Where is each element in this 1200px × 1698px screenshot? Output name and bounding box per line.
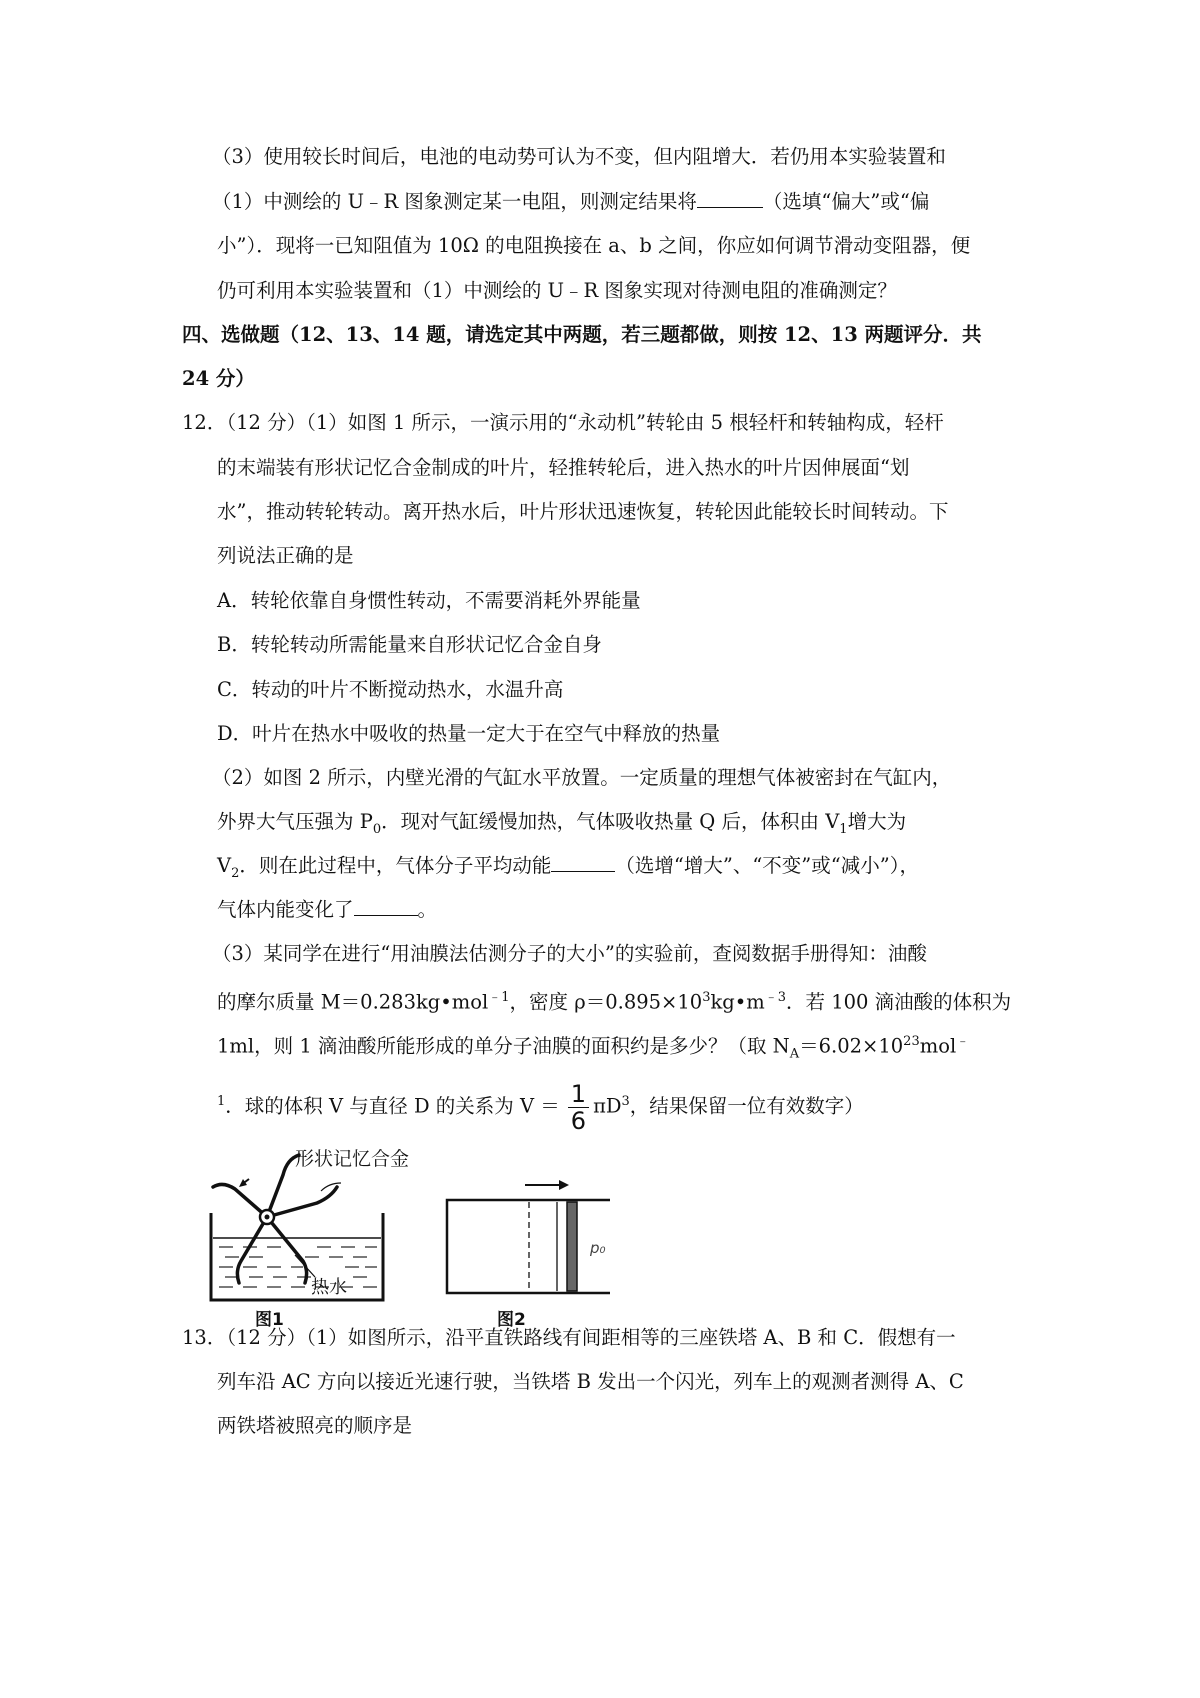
q12-option-a: A．转轮依靠自身惯性转动，不需要消耗外界能量 [217, 589, 641, 612]
p3-line-3: 小”）．现将一已知阻值为 10Ω 的电阻换接在 a、b 之间，你应如何调节滑动变阻器，便 [217, 234, 971, 257]
figure-1-label: 图1 [255, 1310, 284, 1330]
q12-p2-line-1: （2）如图 2 所示，内壁光滑的气缸水平放置。一定质量的理想气体被密封在气缸内， [212, 766, 952, 789]
section-heading: 四、选做题（12、13、14 题，请选定其中两题，若三题都做，则按 12、13 两题评分．共 [182, 323, 982, 346]
q12-p2-line-2: 外界大气压强为 $P_0$．现对气缸缓慢加热，气体吸收热量 Q 后，体积由 $V_1$增大为 [217, 810, 907, 837]
q13-line-1: 13．（12 分）（1）如图所示，沿平直铁路线有间距相等的三座铁塔 A、B 和 C．假想有一 [182, 1326, 956, 1349]
q12-line-2: 的末端装有形状记忆合金制成的叶片，轻推转轮后，进入热水的叶片因伸展面“划 [217, 456, 910, 479]
p3-line-4: 仍可利用本实验装置和（1）中测绘的 U﹣R 图象实现对待测电阻的准确测定？ [217, 279, 897, 302]
fraction-one-sixth: $\frac{1}{6}$ [568, 1081, 589, 1134]
q12-option-c: C．转动的叶片不断搅动热水，水温升高 [217, 678, 564, 701]
q12-p3-line-1: （3）某同学在进行“用油膜法估测分子的大小”的实验前，查阅数据手册得知：油酸 [212, 942, 927, 965]
p3-line-2: （1）中测绘的 U﹣R 图象测定某一电阻，则测定结果将 （选填“偏大”或“偏 [212, 187, 929, 217]
q12-line-1: 12．（12 分）（1）如图 1 所示，一演示用的“永动机”转轮由 5 根轻杆和转轴构成，轻杆 [182, 411, 944, 434]
answer-blank [354, 895, 418, 916]
answer-blank [697, 187, 763, 208]
piston [567, 1202, 577, 1291]
q12-p3-line-4: $^1$．球的体积 V 与直径 D 的关系为 V ＝ $\frac{1}{6}$ $\pi D^3$，结果保留一位有效数字） [217, 1079, 864, 1135]
q12-option-d: D．叶片在热水中吸收的热量一定大于在空气中释放的热量 [217, 722, 721, 745]
q12-line-4: 列说法正确的是 [217, 544, 354, 567]
q12-p2-line-3: $V_2$．则在此过程中，气体分子平均动能 （选增“增大”、“不变”或“减小”）， [217, 851, 919, 889]
answer-blank [551, 851, 615, 872]
shape-memory-alloy-label: 形状记忆合金 [295, 1148, 410, 1170]
q12-p3-line-2: 的摩尔质量 M＝0.283kg•mol$^{﹣1}$，密度 $\rho=0.895\times 10^3kg•m^{﹣3}$．若 100 滴油酸的体积为 [217, 990, 1012, 1014]
hot-water-label: 热水 [311, 1277, 347, 1298]
figure-1-perpetual-motion-wheel [211, 1148, 409, 1330]
q12-p3-line-3: 1ml，则 1 滴油酸所能形成的单分子油膜的面积约是多少？（取 $N_A=6.02\times 10^{23}mol^﹣$ [217, 1034, 970, 1062]
q12-p2-line-4: 气体内能变化了 。 [217, 895, 437, 925]
figure-2-gas-cylinder [447, 1180, 610, 1330]
q13-line-2: 列车沿 AC 方向以接近光速行驶，当铁塔 B 发出一个闪光，列车上的观测者测得 A、C [217, 1370, 964, 1393]
q12-line-3: 水”，推动转轮转动。离开热水后，叶片形状迅速恢复，转轮因此能较长时间转动。下 [217, 500, 949, 523]
atmospheric-pressure-label: p₀ [590, 1239, 606, 1257]
q13-line-3: 两铁塔被照亮的顺序是 [217, 1414, 413, 1437]
figure-2-label: 图2 [497, 1310, 526, 1330]
p3-line-1: （3）使用较长时间后，电池的电动势可认为不变，但内阻增大．若仍用本实验装置和 [212, 145, 946, 168]
q12-option-b: B．转轮转动所需能量来自形状记忆合金自身 [217, 633, 602, 656]
section-heading-cont: 24 分） [182, 367, 255, 390]
figures [205, 1135, 685, 1330]
